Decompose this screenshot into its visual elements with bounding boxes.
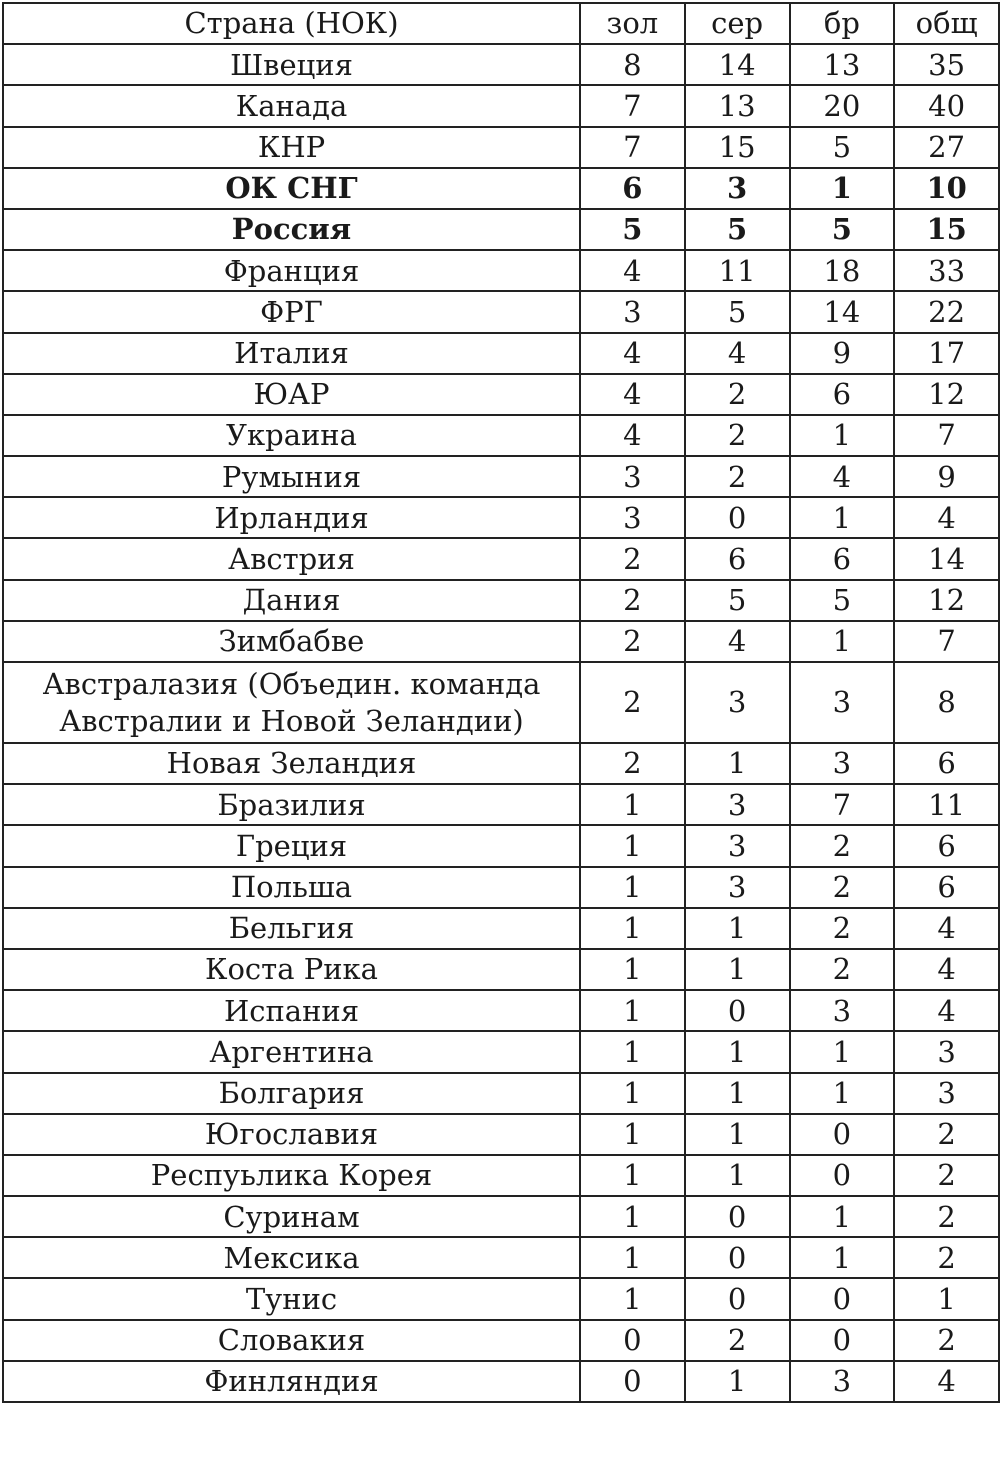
cell-silver: 0	[685, 1237, 790, 1278]
cell-silver: 1	[685, 908, 790, 949]
cell-gold: 1	[580, 908, 685, 949]
cell-total: 7	[894, 621, 999, 662]
cell-bronze: 9	[790, 333, 895, 374]
cell-silver: 0	[685, 1196, 790, 1237]
cell-gold: 2	[580, 580, 685, 621]
cell-country: КНР	[3, 127, 580, 168]
cell-silver: 1	[685, 949, 790, 990]
cell-gold: 1	[580, 1196, 685, 1237]
medal-table	[2, 2, 1000, 1403]
cell-country: Дания	[3, 580, 580, 621]
table-row	[3, 1031, 999, 1072]
table-row	[3, 415, 999, 456]
cell-country: Польша	[3, 867, 580, 908]
cell-bronze: 0	[790, 1114, 895, 1155]
cell-country: Швеция	[3, 44, 580, 85]
cell-country: Мексика	[3, 1237, 580, 1278]
cell-total: 2	[894, 1320, 999, 1361]
table-row	[3, 621, 999, 662]
cell-gold: 1	[580, 1073, 685, 1114]
table-row	[3, 784, 999, 825]
cell-bronze: 2	[790, 825, 895, 866]
cell-gold: 1	[580, 1155, 685, 1196]
cell-silver: 2	[685, 415, 790, 456]
table-row	[3, 291, 999, 332]
cell-gold: 1	[580, 1114, 685, 1155]
cell-silver: 13	[685, 85, 790, 126]
cell-total: 4	[894, 1361, 999, 1402]
cell-bronze: 5	[790, 127, 895, 168]
cell-gold: 2	[580, 538, 685, 579]
cell-bronze: 1	[790, 1031, 895, 1072]
cell-gold: 2	[580, 743, 685, 784]
table-row	[3, 456, 999, 497]
cell-silver: 3	[685, 784, 790, 825]
cell-country: ОК СНГ	[3, 168, 580, 209]
cell-silver: 0	[685, 990, 790, 1031]
table-row	[3, 538, 999, 579]
cell-total: 3	[894, 1073, 999, 1114]
cell-silver: 5	[685, 580, 790, 621]
cell-silver: 6	[685, 538, 790, 579]
cell-gold: 1	[580, 1237, 685, 1278]
cell-total: 3	[894, 1031, 999, 1072]
cell-country: Коста Рика	[3, 949, 580, 990]
cell-gold: 1	[580, 990, 685, 1031]
cell-bronze: 0	[790, 1278, 895, 1319]
cell-silver: 11	[685, 250, 790, 291]
cell-total: 40	[894, 85, 999, 126]
cell-country: Тунис	[3, 1278, 580, 1319]
cell-total: 4	[894, 949, 999, 990]
cell-total: 12	[894, 374, 999, 415]
cell-country: Австралазия (Объедин. команда Австралии и Новой Зеландии)	[3, 662, 580, 743]
cell-bronze: 18	[790, 250, 895, 291]
cell-total: 14	[894, 538, 999, 579]
cell-silver: 1	[685, 1155, 790, 1196]
cell-silver: 1	[685, 1073, 790, 1114]
cell-country: Болгария	[3, 1073, 580, 1114]
cell-country: Зимбабве	[3, 621, 580, 662]
cell-silver: 5	[685, 209, 790, 250]
cell-gold: 8	[580, 44, 685, 85]
cell-silver: 0	[685, 1278, 790, 1319]
cell-bronze: 0	[790, 1155, 895, 1196]
cell-gold: 3	[580, 456, 685, 497]
cell-bronze: 2	[790, 908, 895, 949]
table-row	[3, 209, 999, 250]
cell-gold: 4	[580, 374, 685, 415]
table-row	[3, 1073, 999, 1114]
cell-bronze: 6	[790, 538, 895, 579]
cell-bronze: 3	[790, 990, 895, 1031]
table-row	[3, 867, 999, 908]
cell-bronze: 1	[790, 1073, 895, 1114]
cell-silver: 3	[685, 168, 790, 209]
cell-country: Словакия	[3, 1320, 580, 1361]
cell-bronze: 3	[790, 662, 895, 743]
cell-gold: 4	[580, 250, 685, 291]
header-bronze: бр	[790, 3, 895, 44]
cell-gold: 0	[580, 1320, 685, 1361]
cell-total: 12	[894, 580, 999, 621]
cell-gold: 3	[580, 291, 685, 332]
cell-bronze: 1	[790, 415, 895, 456]
cell-silver: 3	[685, 867, 790, 908]
table-row	[3, 497, 999, 538]
cell-bronze: 4	[790, 456, 895, 497]
cell-silver: 0	[685, 497, 790, 538]
cell-silver: 4	[685, 621, 790, 662]
cell-bronze: 3	[790, 1361, 895, 1402]
table-row	[3, 662, 999, 743]
table-row	[3, 825, 999, 866]
cell-total: 2	[894, 1114, 999, 1155]
cell-country: Финляндия	[3, 1361, 580, 1402]
cell-bronze: 0	[790, 1320, 895, 1361]
table-row	[3, 250, 999, 291]
cell-silver: 4	[685, 333, 790, 374]
cell-total: 6	[894, 825, 999, 866]
cell-country: Новая Зеландия	[3, 743, 580, 784]
cell-country: Канада	[3, 85, 580, 126]
cell-country: Австрия	[3, 538, 580, 579]
header-total: общ	[894, 3, 999, 44]
cell-total: 6	[894, 867, 999, 908]
cell-total: 22	[894, 291, 999, 332]
cell-gold: 6	[580, 168, 685, 209]
cell-silver: 1	[685, 1031, 790, 1072]
cell-total: 7	[894, 415, 999, 456]
cell-bronze: 1	[790, 497, 895, 538]
cell-country: Россия	[3, 209, 580, 250]
cell-total: 1	[894, 1278, 999, 1319]
cell-silver: 3	[685, 825, 790, 866]
cell-gold: 4	[580, 333, 685, 374]
cell-gold: 2	[580, 621, 685, 662]
cell-bronze: 13	[790, 44, 895, 85]
cell-total: 4	[894, 908, 999, 949]
cell-country: Франция	[3, 250, 580, 291]
cell-bronze: 20	[790, 85, 895, 126]
cell-gold: 1	[580, 784, 685, 825]
header-row	[3, 3, 999, 44]
cell-country: Респуьлика Корея	[3, 1155, 580, 1196]
table-body	[3, 44, 999, 1402]
cell-silver: 2	[685, 374, 790, 415]
cell-country: Бельгия	[3, 908, 580, 949]
cell-country: Испания	[3, 990, 580, 1031]
cell-gold: 1	[580, 1278, 685, 1319]
cell-country: Югославия	[3, 1114, 580, 1155]
table-row	[3, 1278, 999, 1319]
table-row	[3, 168, 999, 209]
table-row	[3, 908, 999, 949]
cell-silver: 5	[685, 291, 790, 332]
cell-country: Бразилия	[3, 784, 580, 825]
cell-country: Греция	[3, 825, 580, 866]
cell-country: ФРГ	[3, 291, 580, 332]
cell-total: 10	[894, 168, 999, 209]
cell-total: 35	[894, 44, 999, 85]
cell-total: 17	[894, 333, 999, 374]
table-row	[3, 1237, 999, 1278]
table-row	[3, 127, 999, 168]
cell-total: 2	[894, 1196, 999, 1237]
cell-gold: 0	[580, 1361, 685, 1402]
cell-bronze: 1	[790, 1237, 895, 1278]
cell-country: ЮАР	[3, 374, 580, 415]
cell-silver: 2	[685, 456, 790, 497]
cell-total: 11	[894, 784, 999, 825]
header-gold: зол	[580, 3, 685, 44]
table-row	[3, 1361, 999, 1402]
cell-country: Румыния	[3, 456, 580, 497]
cell-bronze: 7	[790, 784, 895, 825]
table-row	[3, 85, 999, 126]
cell-total: 15	[894, 209, 999, 250]
cell-bronze: 1	[790, 621, 895, 662]
cell-gold: 1	[580, 867, 685, 908]
header-silver: сер	[685, 3, 790, 44]
cell-country: Италия	[3, 333, 580, 374]
cell-gold: 1	[580, 1031, 685, 1072]
cell-bronze: 6	[790, 374, 895, 415]
cell-silver: 1	[685, 1361, 790, 1402]
cell-total: 4	[894, 497, 999, 538]
cell-bronze: 1	[790, 168, 895, 209]
cell-gold: 1	[580, 949, 685, 990]
cell-silver: 1	[685, 743, 790, 784]
table-row	[3, 333, 999, 374]
table-row	[3, 44, 999, 85]
cell-gold: 5	[580, 209, 685, 250]
table-row	[3, 580, 999, 621]
cell-total: 6	[894, 743, 999, 784]
cell-bronze: 5	[790, 580, 895, 621]
cell-bronze: 2	[790, 949, 895, 990]
table-row	[3, 990, 999, 1031]
cell-gold: 2	[580, 662, 685, 743]
cell-total: 2	[894, 1237, 999, 1278]
table-row	[3, 949, 999, 990]
cell-gold: 7	[580, 127, 685, 168]
cell-total: 8	[894, 662, 999, 743]
cell-gold: 1	[580, 825, 685, 866]
cell-bronze: 14	[790, 291, 895, 332]
cell-total: 9	[894, 456, 999, 497]
table-row	[3, 374, 999, 415]
cell-gold: 4	[580, 415, 685, 456]
cell-country: Аргентина	[3, 1031, 580, 1072]
cell-gold: 7	[580, 85, 685, 126]
cell-silver: 15	[685, 127, 790, 168]
cell-total: 27	[894, 127, 999, 168]
table-row	[3, 1155, 999, 1196]
cell-bronze: 1	[790, 1196, 895, 1237]
table-row	[3, 743, 999, 784]
cell-bronze: 2	[790, 867, 895, 908]
cell-country: Украина	[3, 415, 580, 456]
table-row	[3, 1114, 999, 1155]
cell-silver: 14	[685, 44, 790, 85]
cell-total: 4	[894, 990, 999, 1031]
cell-total: 33	[894, 250, 999, 291]
cell-silver: 2	[685, 1320, 790, 1361]
cell-country: Суринам	[3, 1196, 580, 1237]
table-row	[3, 1196, 999, 1237]
cell-country: Ирландия	[3, 497, 580, 538]
cell-bronze: 3	[790, 743, 895, 784]
cell-silver: 3	[685, 662, 790, 743]
table-row	[3, 1320, 999, 1361]
cell-bronze: 5	[790, 209, 895, 250]
cell-silver: 1	[685, 1114, 790, 1155]
cell-gold: 3	[580, 497, 685, 538]
cell-total: 2	[894, 1155, 999, 1196]
header-country: Страна (НОК)	[3, 3, 580, 44]
